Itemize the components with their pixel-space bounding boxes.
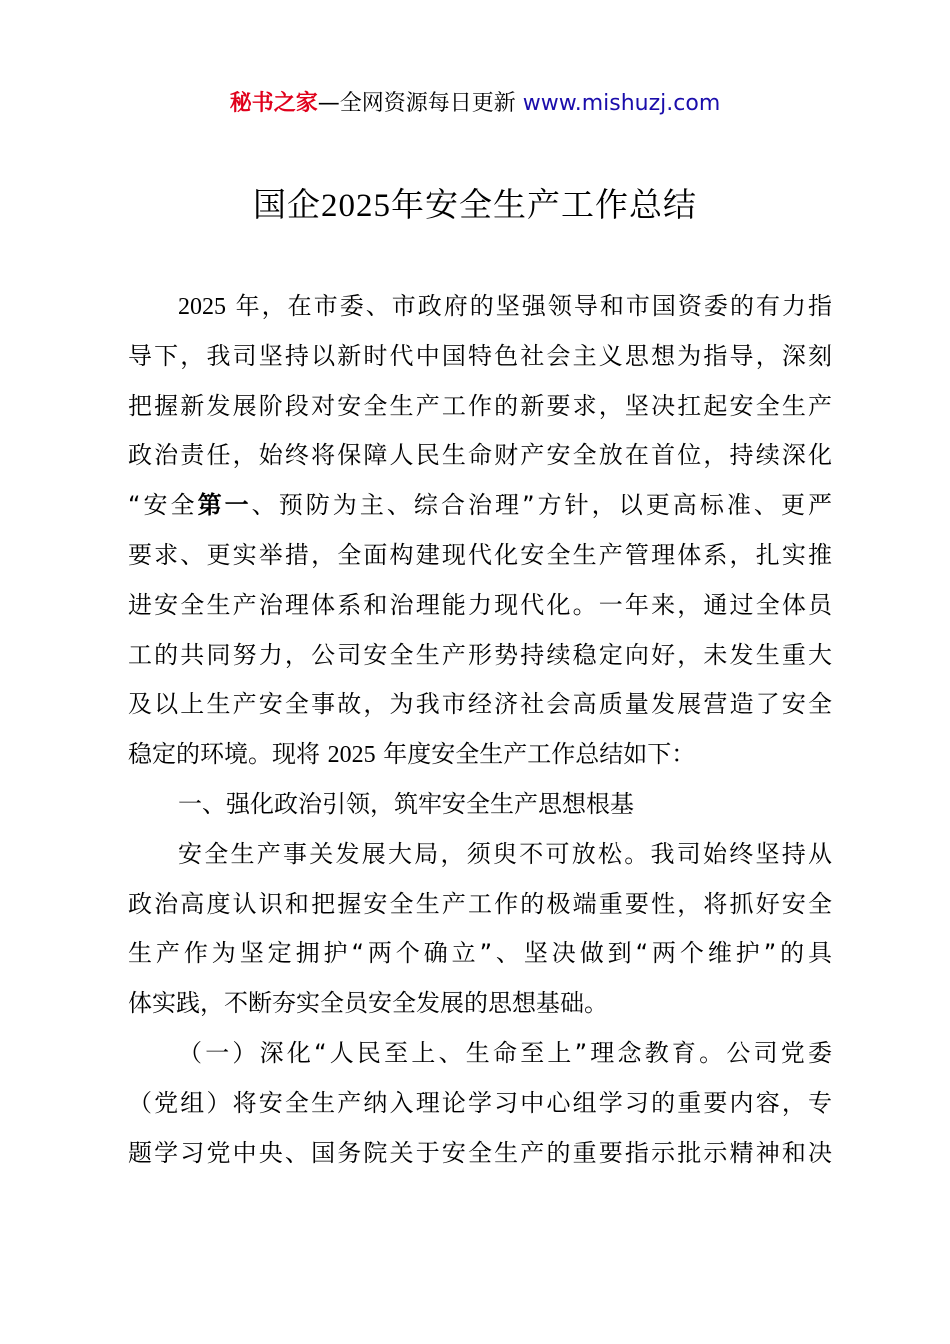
- paragraph1-line1: [128, 282, 832, 332]
- paragraph1-year: 2025: [178, 294, 226, 320]
- title-suffix: 年安全生产工作总结: [391, 185, 697, 224]
- paragraph1-line5-a: “安全: [128, 491, 198, 520]
- site-url-link[interactable]: www.mishuzj.com: [522, 91, 721, 116]
- paragraph1-line9: 及以上生产安全事故，为我市经济社会高质量发展营造了安全: [128, 690, 832, 719]
- paragraph1-line5: [128, 481, 832, 531]
- paragraph1-line10-year: 2025: [327, 742, 376, 769]
- paragraph1-line5-bold: 第一: [197, 491, 252, 520]
- document-body: [128, 282, 832, 1178]
- paragraph1-line2: 导下，我司坚持以新时代中国特色社会主义思想为指导，深刻: [128, 341, 832, 370]
- paragraph1-line8: 工的共同努力，公司安全生产形势持续稳定向好，未发生重大: [128, 640, 832, 669]
- subsection1-line2: （党组）将安全生产纳入理论学习中心组学习的重要内容，专: [128, 1088, 832, 1117]
- section1-line4: 体实践，不断夯实全员安全发展的思想基础。: [128, 989, 608, 1018]
- paragraph1-line5-b: 、预防为主、综合治理”方针，以更高标准、更严: [251, 491, 833, 520]
- title-year: 2025: [321, 188, 391, 224]
- title-prefix: 国企: [253, 185, 321, 224]
- paragraph1-line3: 把握新发展阶段对安全生产工作的新要求，坚决扛起安全生产: [128, 391, 832, 420]
- section1-heading: 一、强化政治引领，筑牢安全生产思想根基: [178, 789, 634, 818]
- site-header: [0, 88, 950, 120]
- paragraph1-line10-a: 稳定的环境。现将: [128, 740, 328, 769]
- subsection1-line1: （一）深化“人民至上、生命至上”理念教育。公司党委: [178, 1038, 832, 1067]
- header-tagline: —全网资源每日更新: [317, 91, 516, 116]
- document-title: [0, 180, 950, 231]
- paragraph1-line1-text: 年，在市委、市政府的坚强领导和市国资委的有力指: [226, 292, 832, 320]
- section1-line1: 安全生产事关发展大局，须臾不可放松。我司始终坚持从: [178, 839, 832, 868]
- subsection1-line3: 题学习党中央、国务院关于安全生产的重要指示批示精神和决: [128, 1138, 832, 1167]
- section1-line3: 生产作为坚定拥护“两个确立”、坚决做到“两个维护”的具: [128, 939, 832, 968]
- paragraph1-line4: 政治责任，始终将保障人民生命财产安全放在首位，持续深化: [128, 441, 832, 470]
- brand-name: 秘书之家: [229, 91, 318, 116]
- paragraph1-line10: [128, 730, 832, 780]
- paragraph1-line10-b: 年度安全生产工作总结如下：: [375, 740, 696, 769]
- paragraph1-line7: 进安全生产治理体系和治理能力现代化。一年来，通过全体员: [128, 590, 832, 619]
- section1-line2: 政治高度认识和把握安全生产工作的极端重要性，将抓好安全: [128, 889, 832, 918]
- paragraph1-line6: 要求、更实举措，全面构建现代化安全生产管理体系，扎实推: [128, 540, 832, 569]
